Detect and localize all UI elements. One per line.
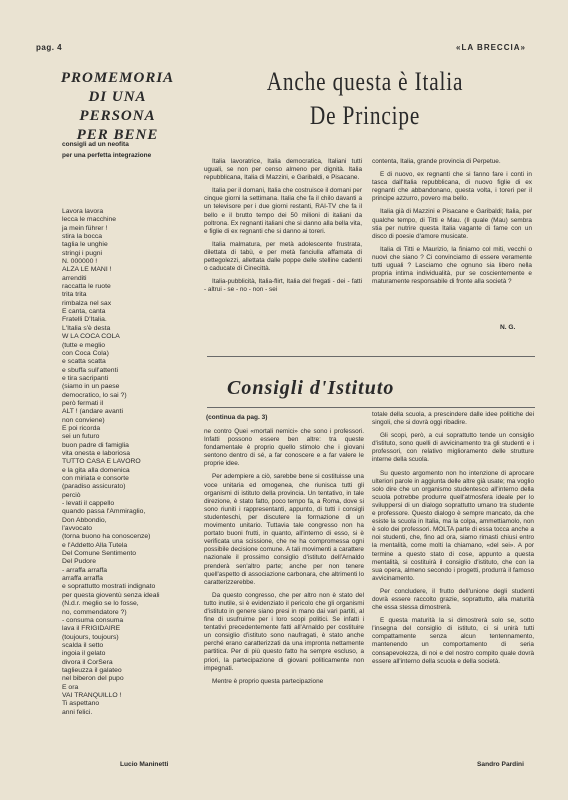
page-number: pag. 4 <box>36 43 63 52</box>
article1-paragraph: Italia malmatura, per metà adolescente frustrata, dilettata di tabù, e per metà fanciulla affamata di pettegolezzi, allettata dalle poppe delle stelline cadenti o caducate di Cinecittà. <box>204 240 362 273</box>
article1-column-2 <box>372 158 532 291</box>
article2-paragraph: totale della scuola, a prescindere dalle idee politiche dei singoli, che si dovrà oggi ribadire. <box>372 411 534 427</box>
article1-paragraph: Italia già di Mazzini e Pisacane e Garibaldi; Italia, per qualche tempo, di Titti e Mau. (Il quale (Mau) sembra stia per nutrire questa Italia vagante di fame con un disco di poesie d'amore musicate. <box>372 208 532 240</box>
article1-paragraph: contenta, Italia, grande provincia di Perpetue. <box>372 158 501 165</box>
article2-paragraph: Da questo congresso, che per altro non è stato del tutto inutile, si è evidenziato il pericolo che gli organismi d'istituto in genere siano presi in mano dai vari partiti, al fine di usufruirne per i loro scopi politici. Se infatti i tentativi precedentemente fatti all'Arnaldo per costituire un consiglio d'istituto sono naufragati, è stato anche perché erano caratterizzati da una impronta nettamente partitica. Per di più questo fatto ha sempre escluso, a priori, la partecipazione di giovani politicamente non impegnati. <box>204 591 364 672</box>
article1-paragraph: E di nuovo, ex regnanti che si fanno fare i conti in tasca dall'Italia repubblicana, di nuovo figlie di ex regnanti che abbandonano, questa volta, i toreri per il principe azzurro, povero ma bello. <box>372 171 532 203</box>
consigli-title-box <box>207 377 535 408</box>
article1-column-1 <box>204 158 362 299</box>
article1-signature: N. G. <box>500 324 516 331</box>
article2-paragraph: Per concludere, il frutto dell'unione degli studenti dovrà essere raccolto grazie, soprattutto, alla maturità che essa stessa dimostrerà. <box>372 587 534 612</box>
article2-paragraph: Per adempiere a ciò, sarebbe bene si costituisse una voce unitaria ed omogenea, che riunisca tutti gli organismi di istituto della provincia. Un tentativo, in tale direzione, è stato fatto, poco tempo fa, a Roma, dove si sono riuniti i rappresentanti, appunto, di tutti i consigli studenteschi, per discutere la formazione di un movimento unitario. Tuttavia tale congresso non ha portato buoni frutti, in quanto, all'interno di esso, si è verificata una scissione, che ne ha compromessa ogni possibile decisione comune. A tali movimenti a carattere nazionale il prossimo consiglio d'istituto dell'Arnaldo prenderà sen'altro parte; anche per non tenere quell'aspetto di associazione carbonara, che altrimenti lo caratterizzerebbe. <box>204 473 365 586</box>
article2-paragraph: Su questo argomento non ho intenzione di aprocare ulteriori parole in aggiunta delle altre già usate; ma voglio solo dire che un organismo studentesco all'interno della scuola potrebbe produrre quell'atmosfera ideale per lo sviluppersi di un dialogo soprattutto umano tra studente e professore. Questo dialogo è sempre mancato, da che esiste la scuola in Italia, ma la colpa, ammettiamolo, non è solo dei professori. MOLTA parte di essa tocca anche a noi studenti, che, fino ad ora, siamo rimasti chiusi entro la mentalità, come molti la chiamano, «del sei». A por termine a questo stato di cose, appunto a questa mentalità, si costituirà il consiglio d'istituto, che con la sua opera, almeno secondo i progetti, produrrà il famoso avvicinamento. <box>372 469 534 582</box>
article1-title-line-2: De Principe <box>309 101 421 130</box>
poem-title-line-3: PER BENE <box>76 127 159 143</box>
article1-paragraph: Italia di Titti e Maurizio, la finiamo col miti, vecchi o nuovi che siano ? Ci convinciamo di essere veramente tutti uguali ? Lasciamo che ognuno sia libero nella propria intima individualità, pur se coscientemente e maturamente responsabile di fronte alla società ? <box>372 245 532 286</box>
poem-title-line-1: PROMEMORIA <box>60 70 175 86</box>
article2-paragraph: Gli scopi, però, a cui soprattutto tende un consiglio d'istituto, sono quelli di avvicinamento tra gli studenti e i professori, con relativo miglioramento delle strutture interne della scuola. <box>372 432 534 464</box>
article2-author: Sandro Pardini <box>477 761 524 768</box>
article2-column-2 <box>372 411 534 671</box>
article1-title-line-1: Anche questa è Italia <box>266 67 464 96</box>
article2-paragraph: ne contro Quei «mortali nemici» che sono i professori. Infatti possono essere ben altre: tra queste fondamentale è proprio quello stimolo che i giovani sentono dentro di sé, a far conoscere e a far valere le proprie idee. <box>204 428 364 468</box>
article2-paragraph: Mentre è proprio questa partecipazione <box>212 677 324 685</box>
article1-paragraph: Italia-pubblicità, Italia-flirt, Italia del fregati - dei - fatti - altrui - se - no - non - sei <box>204 278 362 294</box>
poem-title-line-2: DI UNA PERSONA <box>79 89 156 124</box>
poem-text: Lavora lavora lecca le macchine ja mein führer ! stira la bocca taglia le unghie stringi i pugni N. 000000 ! ALZA LE MANI ! arrenditi raccatta le ruote trita trita rimbalza nel sax E canta, canta Fratelli D'Italia. L'Italia s'è desta W LA COCA COLA (tutte e meglio con Coca Cola) e scatta scatta e sbuffa sull'attenti e tira sacripanti (siamo in un paese democratico, lo sai ?) però fermati il ALT ! (andare avanti non conviene) E poi ricorda sei un futuro buon padre di famiglia vita onesta e laboriosa TUTTO CASA E LAVORO e la gita alla domenica con miriata e consorte (paradiso assicurato) perciò - levati il cappello quando passa l'Ammiraglio, Don Abbondio, l'avvocato (torna buono ha conoscenze) e l'Addetto Alla Tutela Del Comune Sentimento Del Pudore - arraffa arraffa arraffa arraffa e soprattutto mostrati indignato per questa gioventù senza ideali (N.d.r. meglio se lo fosse, no, commendatore ?) - consuma consuma lava il FRIGIDAIRE (toujours, toujours) scalda il setto ingoia il gelato divora il CorSera taglieuzza il galateo nel biberon del pupo E ora VAI TRANQUILLO ! Ti aspettano anni felici. <box>62 208 160 716</box>
poem-author: Lucio Maninetti <box>120 761 169 768</box>
poem-subtitle-1: consigli ad un neofita <box>62 141 129 148</box>
divider-line <box>207 356 535 357</box>
article1-title <box>200 65 530 133</box>
continued-note: (continua da pag. 3) <box>206 414 268 421</box>
article2-column-1 <box>204 428 364 691</box>
article1-paragraph: Italia per il domani, Italia che costruisce il domani per cinque giorni la settimana. Italia che fa il chilo davanti a un televisore per i due giorni restanti, RAI-TV che fa il bello e il brutto tempo dei 50 milioni di italiani da poltrona. Ex regnanti italiani che si danno alla bella vita, e figlie di ex regnanti che si danno ai toreri. <box>204 187 362 235</box>
poem-subtitle-2: per una perfetta integrazione <box>62 152 152 159</box>
article1-paragraph: Italia lavoratrice, Italia democratica, Italiani tutti uguali, se non per censo almeno per dignità. Italia repubblicana, Italia di Mazzini, e Garibaldi, e Pisacane. <box>204 158 362 182</box>
article2-paragraph: E questa maturità la si dimostrerà solo se, sotto l'insegna del consiglio di istituto, ci si unirà tutti compattamente senza alcun tentennamento, mantenendo un comportamento di seria consapevolezza, di noi e del nostro compito quale dovrà essere all'interno della scuola e della società. <box>372 617 534 665</box>
magazine-name: «LA BRECCIA» <box>456 43 526 52</box>
consigli-title: Consigli d'Istituto <box>227 377 395 399</box>
poem-title <box>55 69 180 145</box>
